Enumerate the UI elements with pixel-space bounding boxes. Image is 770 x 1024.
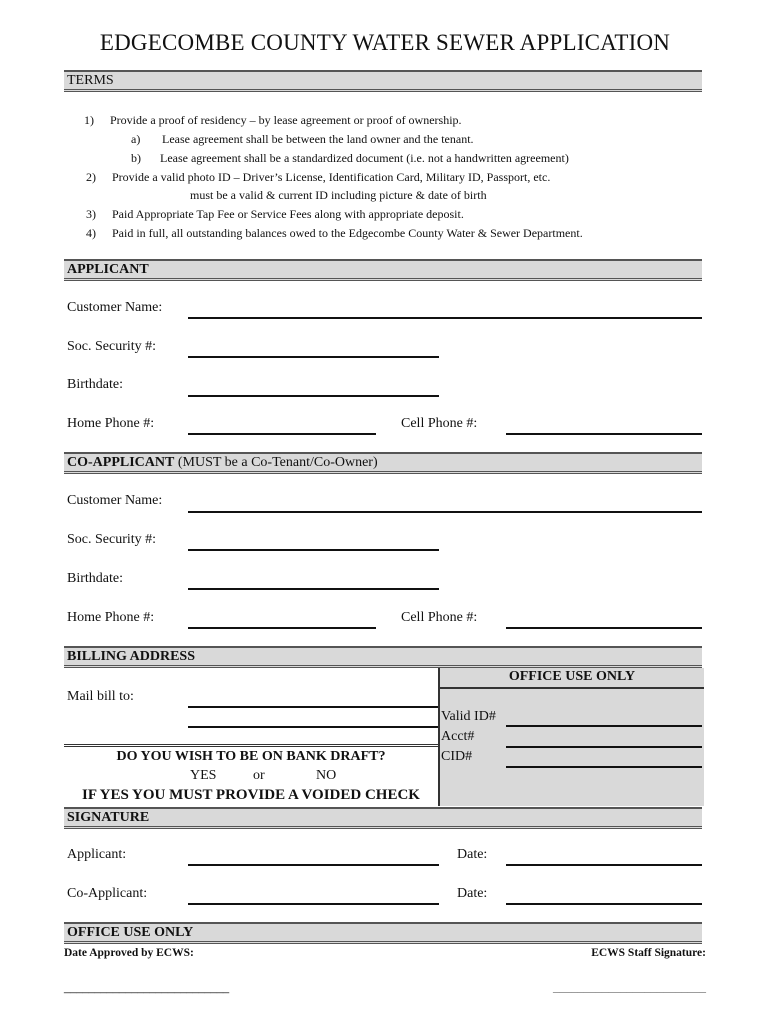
applicant-birthdate-field[interactable]: [188, 395, 439, 397]
office-use-header: [64, 922, 702, 944]
applicant-signature-label: Applicant:: [67, 847, 127, 862]
date-approved-field[interactable]: ___________________________: [64, 982, 230, 994]
applicant-ssn-label: Soc. Security #:: [67, 339, 157, 354]
signature-header: [64, 807, 702, 829]
applicant-date-field[interactable]: [506, 864, 702, 866]
applicant-cell-phone-label: Cell Phone #:: [401, 416, 478, 431]
signature-header-label: SIGNATURE: [67, 810, 150, 825]
term-item: b) Lease agreement shall be a standardized document (i.e. not a handwritten agreement): [131, 151, 569, 165]
terms-header: [64, 70, 702, 92]
date-approved-label: Date Approved by ECWS:: [64, 947, 194, 959]
cid-label: CID#: [441, 749, 473, 764]
term-item: a) Lease agreement shall be between the land owner and the tenant.: [131, 132, 474, 146]
billing-header-label: BILLING ADDRESS: [67, 649, 195, 664]
terms-header-label: TERMS: [67, 73, 114, 88]
co-applicant-date-field[interactable]: [506, 903, 702, 905]
cid-field[interactable]: [506, 766, 702, 768]
co-applicant-date-label: Date:: [457, 886, 488, 901]
co-applicant-customer-name-field[interactable]: [188, 511, 702, 513]
bank-draft-question: DO YOU WISH TO BE ON BANK DRAFT?: [116, 749, 386, 764]
office-use-box-header: OFFICE USE ONLY: [440, 668, 704, 689]
applicant-header: [64, 259, 702, 281]
co-applicant-signature-field[interactable]: [188, 903, 439, 905]
billing-header: [64, 646, 702, 668]
co-applicant-cell-phone-field[interactable]: [506, 627, 702, 629]
page-title: EDGECOMBE COUNTY WATER SEWER APPLICATION: [99, 30, 671, 55]
co-applicant-birthdate-label: Birthdate:: [67, 571, 123, 586]
applicant-home-phone-field[interactable]: [188, 433, 376, 435]
co-applicant-header: [64, 452, 702, 474]
mail-bill-line-2[interactable]: [188, 726, 438, 728]
voided-check-notice: IF YES YOU MUST PROVIDE A VOIDED CHECK: [82, 787, 420, 803]
co-applicant-home-phone-label: Home Phone #:: [67, 610, 155, 625]
applicant-ssn-field[interactable]: [188, 356, 439, 358]
co-applicant-header-label: CO-APPLICANT (MUST be a Co-Tenant/Co-Owner): [67, 455, 378, 470]
term-item: 4) Paid in full, all outstanding balances owed to the Edgecombe County Water & Sewer Department.: [86, 226, 583, 240]
bank-draft-divider: [64, 744, 438, 747]
term-item: 2) Provide a valid photo ID – Driver’s License, Identification Card, Military ID, Passport, etc.: [86, 170, 551, 184]
staff-signature-label: ECWS Staff Signature:: [591, 947, 706, 959]
co-applicant-ssn-field[interactable]: [188, 549, 439, 551]
applicant-signature-field[interactable]: [188, 864, 439, 866]
mail-bill-line-1[interactable]: [188, 706, 438, 708]
term-item: 3) Paid Appropriate Tap Fee or Service Fees along with appropriate deposit.: [86, 207, 464, 221]
mail-bill-label: Mail bill to:: [67, 689, 134, 704]
acct-field[interactable]: [506, 746, 702, 748]
applicant-birthdate-label: Birthdate:: [67, 377, 123, 392]
applicant-header-label: APPLICANT: [67, 262, 149, 277]
co-applicant-cell-phone-label: Cell Phone #:: [401, 610, 478, 625]
co-applicant-birthdate-field[interactable]: [188, 588, 439, 590]
office-use-box: [438, 668, 704, 806]
applicant-customer-name-label: Customer Name:: [67, 300, 163, 315]
co-applicant-signature-label: Co-Applicant:: [67, 886, 148, 901]
bank-draft-no[interactable]: NO: [316, 768, 337, 783]
applicant-cell-phone-field[interactable]: [506, 433, 702, 435]
term-item: must be a valid & current ID including picture & date of birth: [190, 188, 487, 202]
co-applicant-ssn-label: Soc. Security #:: [67, 532, 157, 547]
term-item: 1) Provide a proof of residency – by lease agreement or proof of ownership.: [84, 113, 462, 127]
valid-id-field[interactable]: [506, 725, 702, 727]
co-applicant-customer-name-label: Customer Name:: [67, 493, 163, 508]
bank-draft-yes[interactable]: YES: [190, 768, 217, 783]
office-use-header-label: OFFICE USE ONLY: [67, 925, 194, 940]
acct-label: Acct#: [441, 729, 475, 744]
staff-signature-field[interactable]: _________________________: [553, 982, 706, 994]
co-applicant-home-phone-field[interactable]: [188, 627, 376, 629]
bank-draft-or: or: [253, 768, 265, 783]
applicant-customer-name-field[interactable]: [188, 317, 702, 319]
applicant-date-label: Date:: [457, 847, 488, 862]
applicant-home-phone-label: Home Phone #:: [67, 416, 155, 431]
valid-id-label: Valid ID#: [441, 709, 496, 724]
